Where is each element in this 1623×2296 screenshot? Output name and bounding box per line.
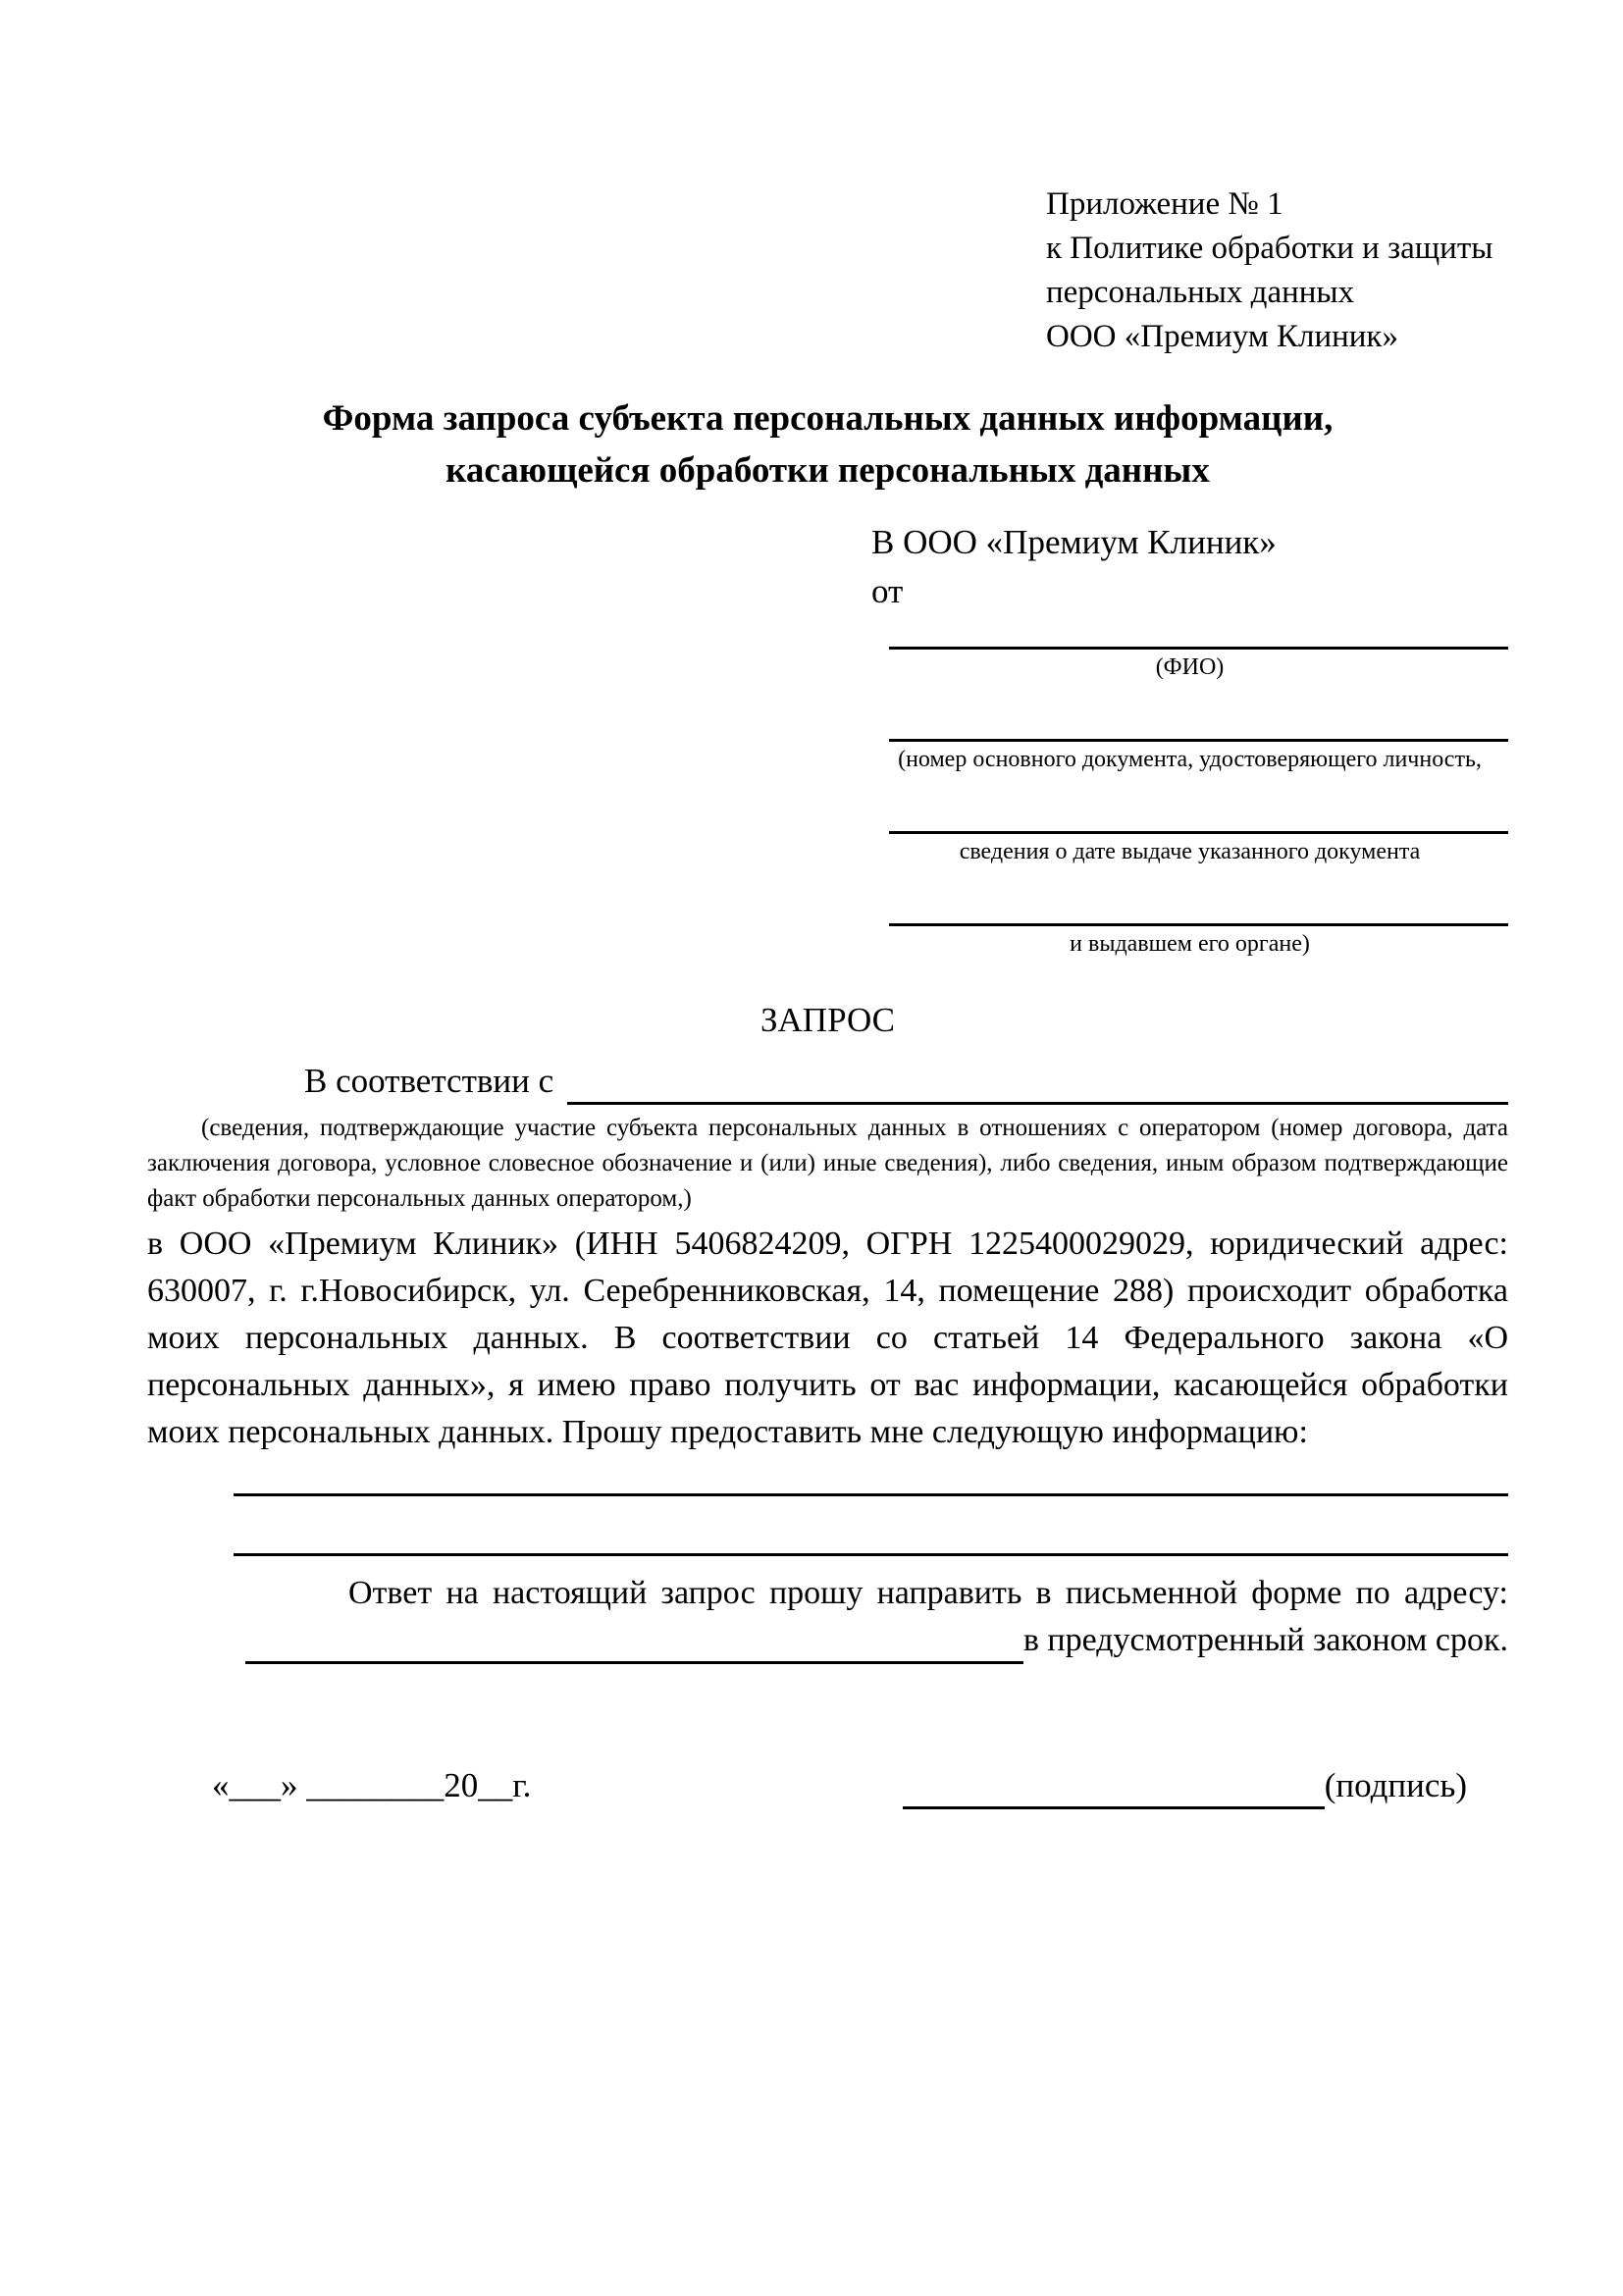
field-document-issue-date [871,801,1508,867]
appendix-line-4: ООО «Премиум Клиник» [1046,319,1398,354]
signature-input-line [903,1770,1325,1809]
request-heading: ЗАПРОС [759,1001,896,1039]
form-title: Форма запроса субъекта персональных данных информации, касающейся обработки персональных данных [322,398,1334,491]
requested-info-input-line-2 [234,1553,1508,1556]
date-field: «___» ________20__г. [212,1766,532,1804]
reply-address-row [147,1617,1508,1664]
field-issuing-authority [871,893,1508,960]
document-issue-date-caption: сведения о дате выдаче указанного документа [959,839,1421,864]
reply-instruction-text: Ответ на настоящий запрос прошу направить в письменной форме по адресу: [348,1575,1508,1611]
intro-label: В соответствии с [304,1062,554,1100]
basis-input-line [567,1064,1508,1105]
appendix-line-2: к Политике обработки и защиты [1046,231,1493,266]
signature-caption: (подпись) [1324,1766,1467,1804]
request-body-text: в ООО «Премиум Клиник» (ИНН 5406824209, ОГРН 1225400029029, юридический адрес: 630007, г. г.Новосибирск, ул. Серебренниковская, 14, помещение 288) происходит обработка моих персональных данных. В соответствии со статьей 14 Федерального закона «О персональных данных», я имею право получить от вас информации, касающейся обработки моих персональных данных. Прошу предоставить мне следующую информацию: [147,1226,1508,1450]
requested-info-input-line-1 [234,1493,1508,1496]
document-number-input-line [889,708,1508,742]
addressee-block [871,518,1508,960]
reply-suffix-text: в предусмотренный законом срок. [1022,1622,1508,1658]
addressee-to: В ООО «Премиум Клиник» [871,523,1277,561]
fio-caption: (ФИО) [1155,654,1225,680]
appendix-line-3: персональных данных [1046,275,1355,310]
fio-input-line [889,616,1508,650]
document-issue-date-input-line [889,801,1508,834]
signature-group [903,1762,1467,1809]
signature-row [147,1762,1508,1809]
footnote-text: (сведения, подтверждающие участие субъекта персональных данных в отношениях с оператором (номер договора, дата заключения договора, условное словесное обозначение и (или) иные сведения), либо сведения, иным образом подтверждающие факт обработки персональных данных оператором,) [147,1115,1508,1212]
appendix-block [1046,183,1508,359]
address-input-line [245,1625,1023,1664]
document-number-caption: (номер основного документа, удостоверяющего личность, [898,747,1482,772]
appendix-line-1: Приложение № 1 [1046,186,1283,222]
issuing-authority-caption: и выдавшем его органе) [1070,931,1310,957]
addressee-from-label: от [871,572,904,610]
field-fio [871,616,1508,683]
issuing-authority-input-line [889,893,1508,926]
request-intro-row [147,1058,1508,1105]
field-document-number [871,708,1508,775]
